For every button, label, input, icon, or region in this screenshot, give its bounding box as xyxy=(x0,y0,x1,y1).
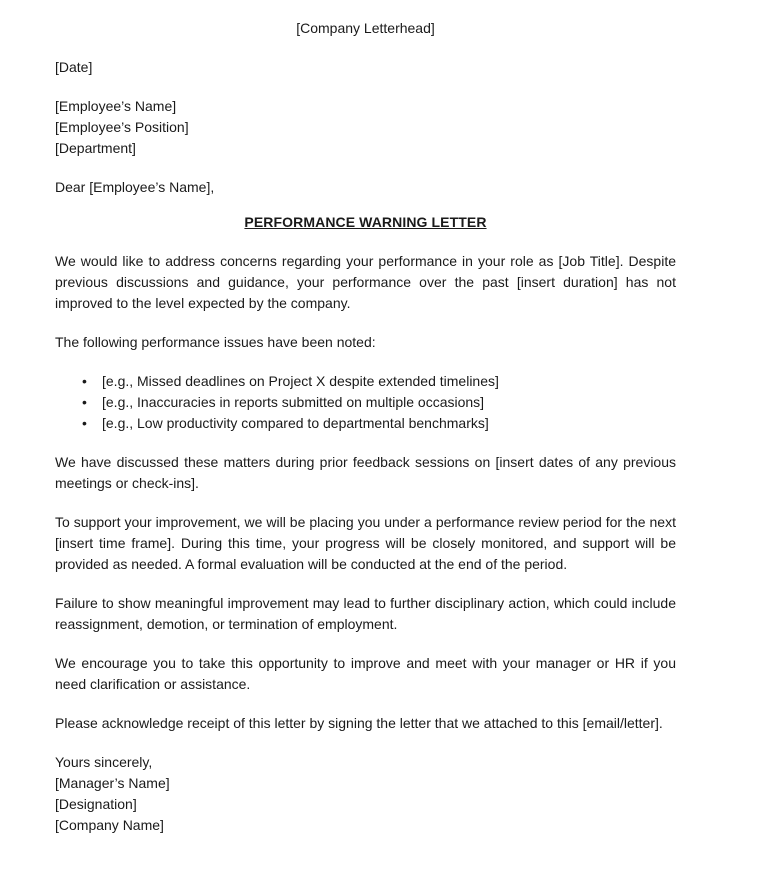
issue-text: [e.g., Low productivity compared to departmental benchmarks] xyxy=(102,415,489,431)
issue-text: [e.g., Missed deadlines on Project X despite extended timelines] xyxy=(102,373,499,389)
consequences-paragraph: Failure to show meaningful improvement may lead to further disciplinary action, which could include reassignment, demotion, or termination of employment. xyxy=(55,595,676,632)
encouragement-paragraph: We encourage you to take this opportunity to improve and meet with your manager or HR if you need clarification or assistance. xyxy=(55,655,676,692)
intro-paragraph: We would like to address concerns regarding your performance in your role as [Job Title]. Despite previous discussions and guidance, your performance over the past [insert duration] has not improved to the level expected by the company. xyxy=(55,253,676,311)
bullet-icon: • xyxy=(82,415,87,431)
recipient-department: [Department] xyxy=(55,140,136,156)
acknowledgement-paragraph: Please acknowledge receipt of this letter by signing the letter that we attached to this [email/letter]. xyxy=(55,715,663,731)
recipient-block xyxy=(55,96,676,159)
designation: [Designation] xyxy=(55,796,137,812)
list-item xyxy=(82,392,676,413)
feedback-paragraph: We have discussed these matters during prior feedback sessions on [insert dates of any previous meetings or check-ins]. xyxy=(55,454,676,491)
issues-intro: The following performance issues have been noted: xyxy=(55,334,376,350)
bullet-icon: • xyxy=(82,373,87,389)
manager-name: [Manager’s Name] xyxy=(55,775,170,791)
list-item xyxy=(82,371,676,392)
review-period-paragraph: To support your improvement, we will be placing you under a performance review period for the next [insert time frame]. During this time, your progress will be closely monitored, and support will be provided as needed. A formal evaluation will be conducted at the end of the period. xyxy=(55,514,676,572)
salutation: Dear [Employee’s Name], xyxy=(55,179,215,195)
list-item xyxy=(82,413,676,434)
bullet-icon: • xyxy=(82,394,87,410)
company-name: [Company Name] xyxy=(55,817,164,833)
issues-list xyxy=(55,371,676,434)
signature-block xyxy=(55,752,676,836)
recipient-name: [Employee’s Name] xyxy=(55,98,177,114)
company-letterhead: [Company Letterhead] xyxy=(296,20,435,36)
issue-text: [e.g., Inaccuracies in reports submitted on multiple occasions] xyxy=(102,394,485,410)
letter-title: PERFORMANCE WARNING LETTER xyxy=(244,214,487,230)
letter-date: [Date] xyxy=(55,59,93,75)
sign-off: Yours sincerely, xyxy=(55,754,153,770)
recipient-position: [Employee’s Position] xyxy=(55,119,189,135)
